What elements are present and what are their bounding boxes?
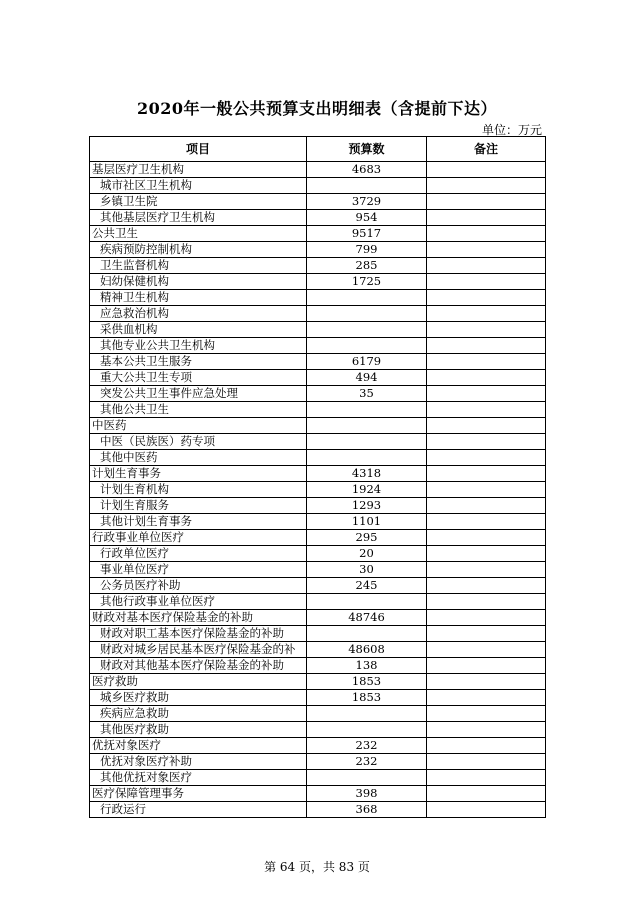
table-row — [90, 562, 546, 578]
row-note — [427, 338, 546, 354]
row-item-name: 城乡医疗救助 — [90, 690, 307, 706]
row-item-name: 其他医疗救助 — [90, 722, 307, 738]
row-budget-value: 6179 — [307, 354, 427, 370]
row-budget-value — [307, 450, 427, 466]
row-note — [427, 370, 546, 386]
row-note — [427, 274, 546, 290]
row-item-name: 乡镇卫生院 — [90, 194, 307, 210]
row-item-name: 基层医疗卫生机构 — [90, 162, 307, 178]
row-note — [427, 722, 546, 738]
row-note — [427, 626, 546, 642]
row-budget-value: 48746 — [307, 610, 427, 626]
table-row — [90, 722, 546, 738]
row-item-name: 其他行政事业单位医疗 — [90, 594, 307, 610]
row-note — [427, 290, 546, 306]
row-budget-value — [307, 770, 427, 786]
row-note — [427, 642, 546, 658]
table-row — [90, 258, 546, 274]
row-item-name: 采供血机构 — [90, 322, 307, 338]
row-budget-value: 245 — [307, 578, 427, 594]
row-note — [427, 754, 546, 770]
table-row — [90, 242, 546, 258]
row-item-name: 财政对职工基本医疗保险基金的补助 — [90, 626, 307, 642]
table-row — [90, 802, 546, 818]
row-item-name: 应急救治机构 — [90, 306, 307, 322]
table-row — [90, 498, 546, 514]
row-item-name: 城市社区卫生机构 — [90, 178, 307, 194]
row-item-name: 其他专业公共卫生机构 — [90, 338, 307, 354]
row-item-name: 精神卫生机构 — [90, 290, 307, 306]
row-budget-value: 3729 — [307, 194, 427, 210]
table-row — [90, 402, 546, 418]
row-budget-value: 1853 — [307, 674, 427, 690]
row-note — [427, 594, 546, 610]
row-budget-value: 285 — [307, 258, 427, 274]
row-budget-value — [307, 322, 427, 338]
table-row — [90, 354, 546, 370]
row-budget-value — [307, 290, 427, 306]
table-row — [90, 658, 546, 674]
row-note — [427, 658, 546, 674]
row-budget-value: 35 — [307, 386, 427, 402]
row-budget-value — [307, 722, 427, 738]
row-note — [427, 690, 546, 706]
row-note — [427, 306, 546, 322]
table-row — [90, 594, 546, 610]
row-item-name: 医疗保障管理事务 — [90, 786, 307, 802]
table-row — [90, 322, 546, 338]
table-row — [90, 210, 546, 226]
table-row — [90, 514, 546, 530]
row-note — [427, 578, 546, 594]
row-budget-value — [307, 338, 427, 354]
row-note — [427, 498, 546, 514]
row-note — [427, 610, 546, 626]
row-note — [427, 530, 546, 546]
row-item-name: 行政事业单位医疗 — [90, 530, 307, 546]
row-budget-value: 20 — [307, 546, 427, 562]
table-row — [90, 786, 546, 802]
row-item-name: 其他公共卫生 — [90, 402, 307, 418]
row-note — [427, 546, 546, 562]
row-item-name: 优抚对象医疗补助 — [90, 754, 307, 770]
page-title: 2020年一般公共预算支出明细表（含提前下达） — [136, 99, 498, 118]
row-item-name: 医疗救助 — [90, 674, 307, 690]
row-note — [427, 770, 546, 786]
table-row — [90, 306, 546, 322]
row-note — [427, 402, 546, 418]
row-budget-value — [307, 402, 427, 418]
row-note — [427, 418, 546, 434]
row-budget-value: 799 — [307, 242, 427, 258]
row-budget-value: 954 — [307, 210, 427, 226]
table-row — [90, 546, 546, 562]
row-budget-value — [307, 418, 427, 434]
row-budget-value — [307, 706, 427, 722]
row-budget-value: 4683 — [307, 162, 427, 178]
row-item-name: 疾病预防控制机构 — [90, 242, 307, 258]
header-note: 备注 — [427, 137, 546, 162]
table-row — [90, 738, 546, 754]
row-budget-value: 232 — [307, 738, 427, 754]
table-row — [90, 194, 546, 210]
table-row — [90, 690, 546, 706]
row-budget-value — [307, 178, 427, 194]
header-item: 项目 — [90, 137, 307, 162]
table-row — [90, 290, 546, 306]
row-note — [427, 226, 546, 242]
row-note — [427, 514, 546, 530]
row-budget-value — [307, 434, 427, 450]
row-budget-value: 1101 — [307, 514, 427, 530]
row-budget-value — [307, 594, 427, 610]
row-item-name: 财政对其他基本医疗保险基金的补助 — [90, 658, 307, 674]
row-budget-value: 138 — [307, 658, 427, 674]
page-footer: 第 64 页，共 83 页 — [264, 860, 370, 874]
row-note — [427, 434, 546, 450]
table-row — [90, 482, 546, 498]
table-row — [90, 578, 546, 594]
row-item-name: 突发公共卫生事件应急处理 — [90, 386, 307, 402]
row-item-name: 财政对基本医疗保险基金的补助 — [90, 610, 307, 626]
row-note — [427, 482, 546, 498]
row-item-name: 行政运行 — [90, 802, 307, 818]
table-row — [90, 178, 546, 194]
row-note — [427, 194, 546, 210]
table-row — [90, 434, 546, 450]
row-item-name: 其他计划生育事务 — [90, 514, 307, 530]
row-item-name: 计划生育机构 — [90, 482, 307, 498]
row-note — [427, 562, 546, 578]
row-budget-value: 4318 — [307, 466, 427, 482]
row-item-name: 卫生监督机构 — [90, 258, 307, 274]
table-row — [90, 450, 546, 466]
row-budget-value: 368 — [307, 802, 427, 818]
row-item-name: 重大公共卫生专项 — [90, 370, 307, 386]
table-row — [90, 610, 546, 626]
row-item-name: 其他基层医疗卫生机构 — [90, 210, 307, 226]
unit-label: 单位：万元 — [481, 123, 542, 137]
row-item-name: 计划生育服务 — [90, 498, 307, 514]
row-item-name: 中医（民族医）药专项 — [90, 434, 307, 450]
table-row — [90, 466, 546, 482]
table-row — [90, 642, 546, 658]
table-header-row — [90, 137, 546, 162]
row-item-name: 优抚对象医疗 — [90, 738, 307, 754]
row-item-name: 行政单位医疗 — [90, 546, 307, 562]
row-item-name: 基本公共卫生服务 — [90, 354, 307, 370]
row-budget-value — [307, 306, 427, 322]
row-note — [427, 354, 546, 370]
row-budget-value: 9517 — [307, 226, 427, 242]
row-budget-value: 398 — [307, 786, 427, 802]
table-row — [90, 418, 546, 434]
row-budget-value: 1924 — [307, 482, 427, 498]
row-note — [427, 322, 546, 338]
table-row — [90, 226, 546, 242]
row-item-name: 疾病应急救助 — [90, 706, 307, 722]
table-row — [90, 706, 546, 722]
row-budget-value: 30 — [307, 562, 427, 578]
row-note — [427, 386, 546, 402]
row-budget-value: 48608 — [307, 642, 427, 658]
budget-table — [89, 136, 546, 818]
row-budget-value: 1853 — [307, 690, 427, 706]
table-row — [90, 274, 546, 290]
row-note — [427, 466, 546, 482]
table-row — [90, 338, 546, 354]
row-item-name: 公共卫生 — [90, 226, 307, 242]
row-note — [427, 162, 546, 178]
row-note — [427, 258, 546, 274]
row-budget-value: 494 — [307, 370, 427, 386]
row-budget-value: 232 — [307, 754, 427, 770]
row-note — [427, 674, 546, 690]
row-item-name: 公务员医疗补助 — [90, 578, 307, 594]
row-note — [427, 706, 546, 722]
row-budget-value: 1293 — [307, 498, 427, 514]
row-item-name: 其他优抚对象医疗 — [90, 770, 307, 786]
table-row — [90, 674, 546, 690]
table-row — [90, 530, 546, 546]
table-row — [90, 370, 546, 386]
table-row — [90, 162, 546, 178]
row-note — [427, 738, 546, 754]
row-item-name: 其他中医药 — [90, 450, 307, 466]
row-note — [427, 242, 546, 258]
row-note — [427, 210, 546, 226]
header-budget: 预算数 — [307, 137, 427, 162]
row-budget-value: 295 — [307, 530, 427, 546]
row-note — [427, 786, 546, 802]
row-budget-value: 1725 — [307, 274, 427, 290]
row-item-name: 中医药 — [90, 418, 307, 434]
row-item-name: 妇幼保健机构 — [90, 274, 307, 290]
row-item-name: 财政对城乡居民基本医疗保险基金的补 — [90, 642, 307, 658]
row-note — [427, 178, 546, 194]
table-row — [90, 770, 546, 786]
table-row — [90, 754, 546, 770]
row-budget-value — [307, 626, 427, 642]
row-item-name: 事业单位医疗 — [90, 562, 307, 578]
row-item-name: 计划生育事务 — [90, 466, 307, 482]
row-note — [427, 450, 546, 466]
table-row — [90, 386, 546, 402]
table-row — [90, 626, 546, 642]
row-note — [427, 802, 546, 818]
